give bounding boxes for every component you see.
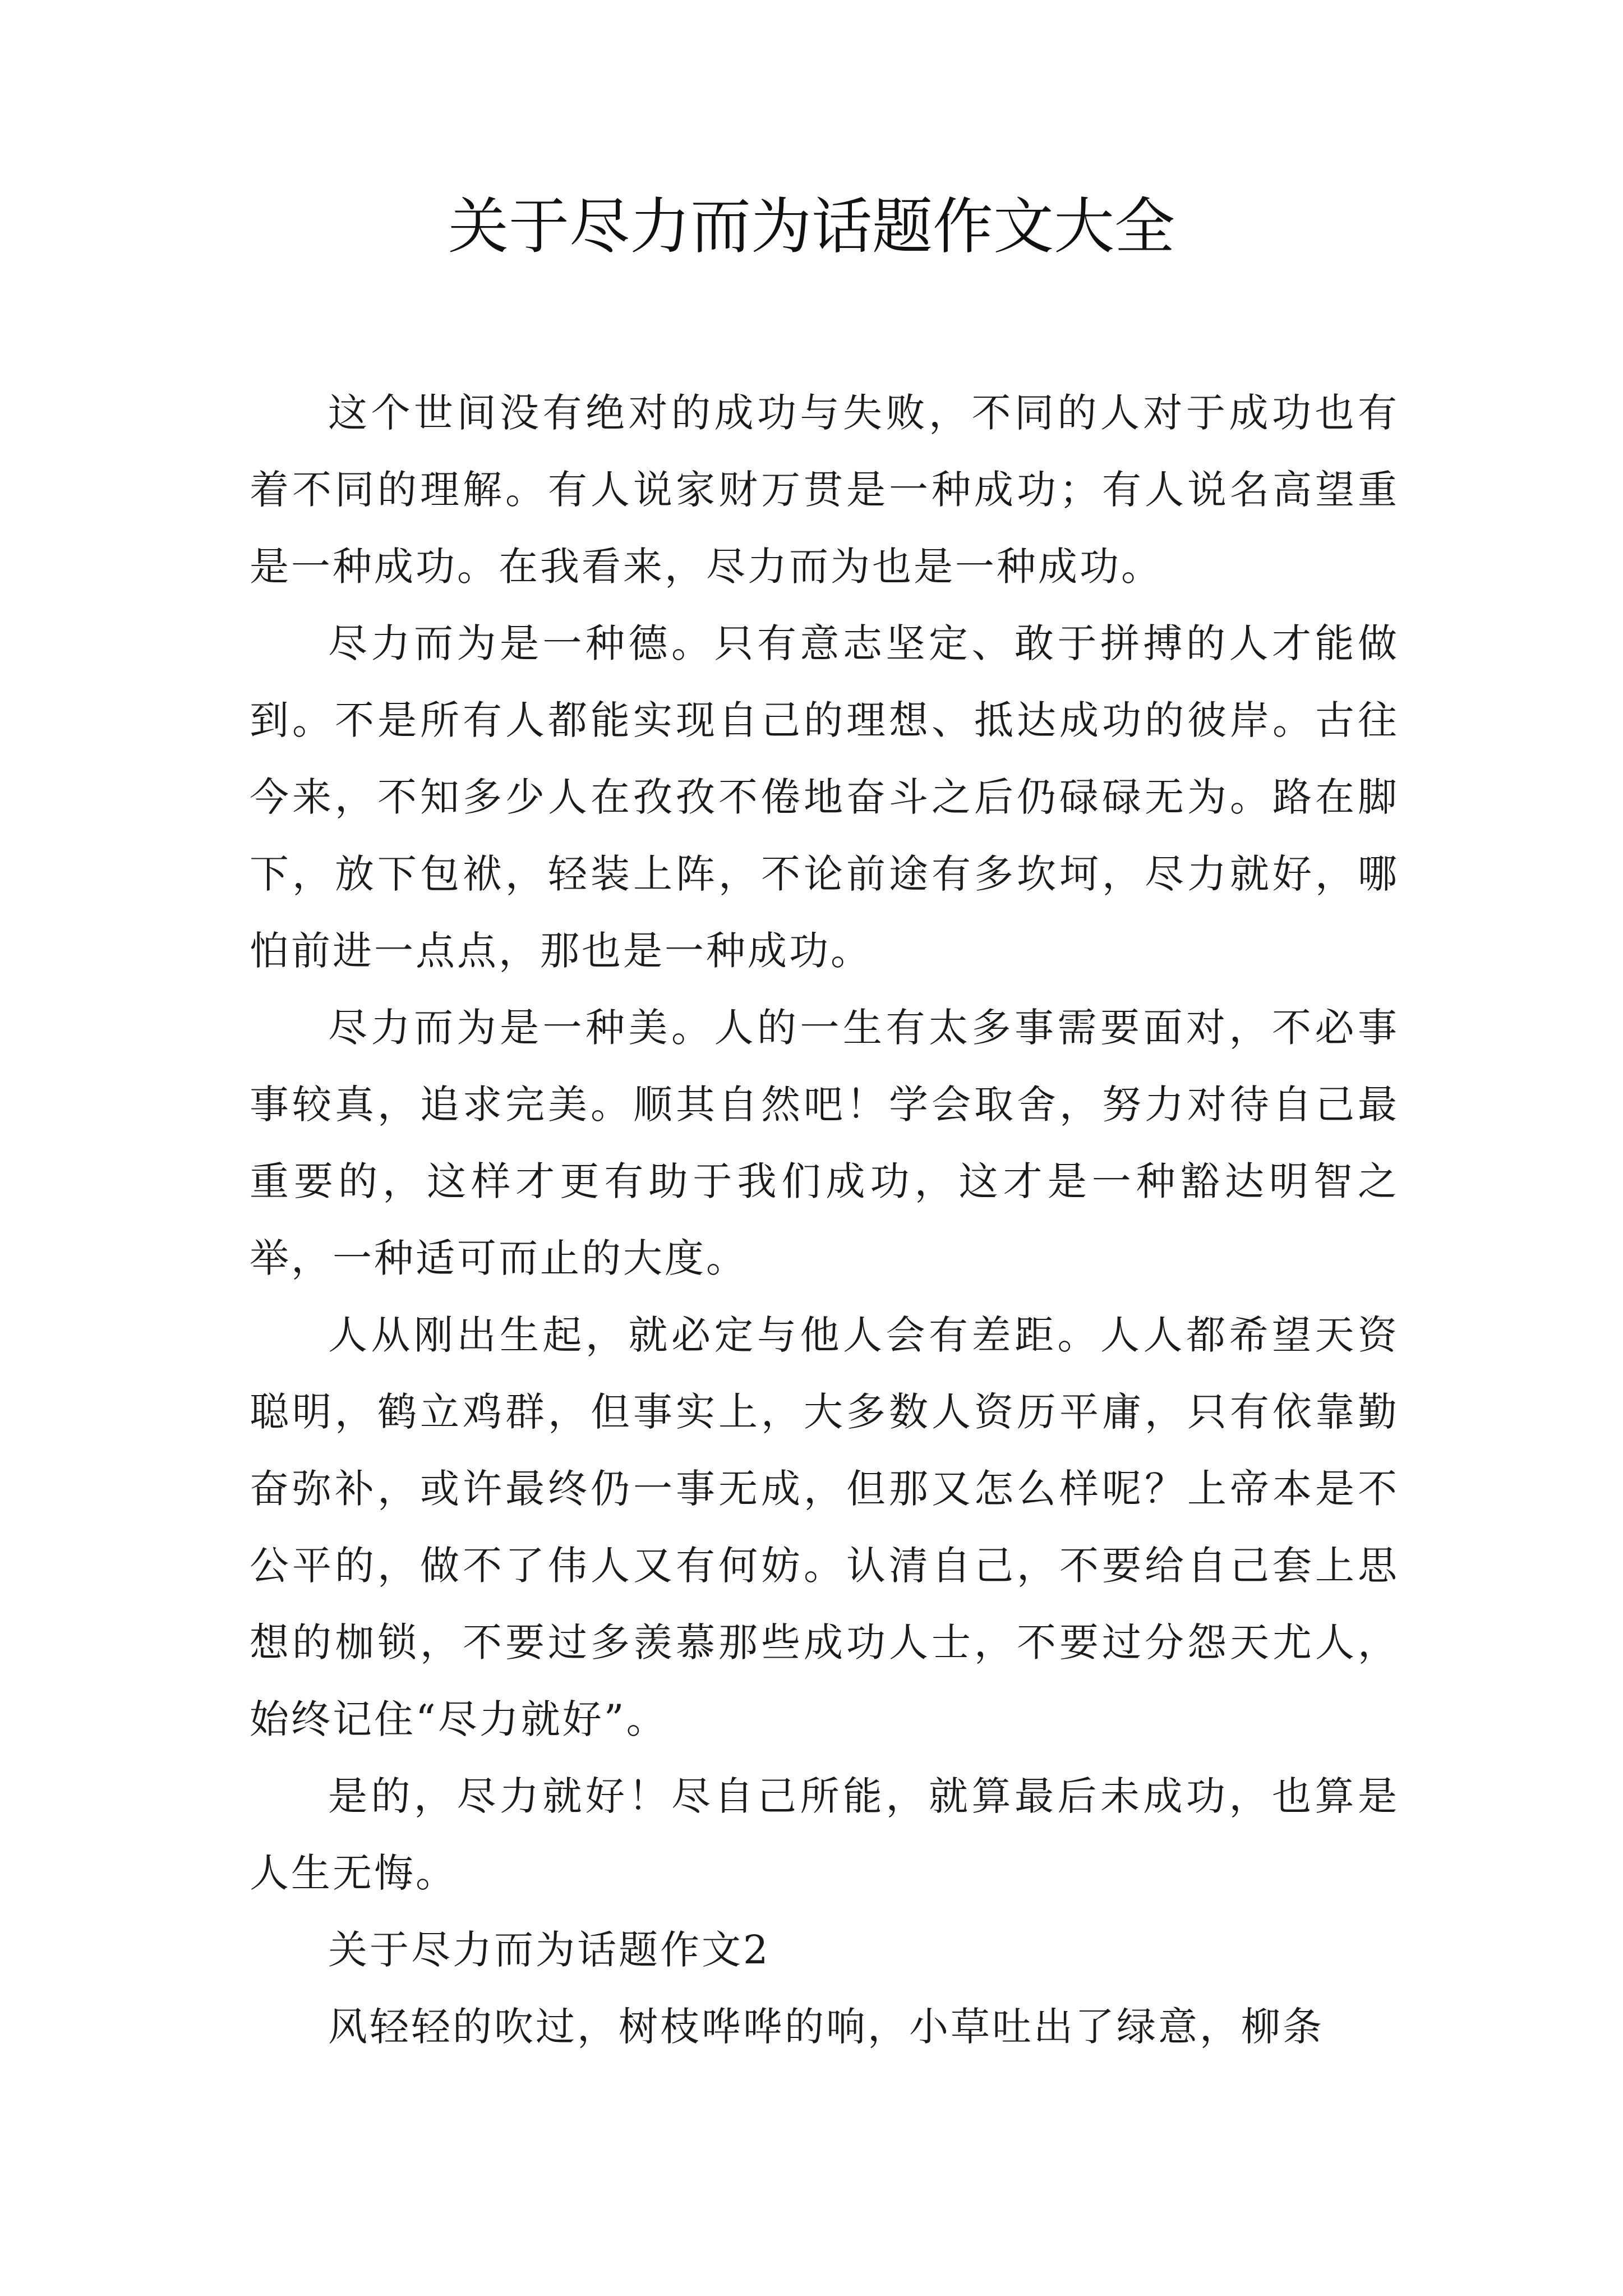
paragraph: 人从刚出生起，就必定与他人会有差距。人人都希望天资聪明，鹤立鸡群，但事实上，大多数人资历平庸，只有依靠勤奋弥补，或许最终仍一事无成，但那又怎么样呢？上帝本是不公平的，做不了伟人又有何妨。认清自己，不要给自己套上思想的枷锁，不要过多羡慕那些成功人士，不要过分怨天尤人，始终记住“尽力就好”。	[250, 1312, 1399, 1742]
section-heading: 关于尽力而为话题作文2	[328, 1927, 771, 1973]
paragraph: 风轻轻的吹过，树枝哗哗的响，小草吐出了绿意，柳条	[328, 2004, 1324, 2050]
document-title: 关于尽力而为话题作文大全	[448, 192, 1175, 262]
document-body	[250, 375, 1399, 2065]
paragraph: 是的，尽力就好！尽自己所能，就算最后未成功，也算是人生无悔。	[250, 1773, 1399, 1896]
paragraph: 尽力而为是一种美。人的一生有太多事需要面对，不必事事较真，追求完美。顺其自然吧！学会取舍，努力对待自己最重要的，这样才更有助于我们成功，这才是一种豁达明智之举，一种适可而止的大度。	[250, 1005, 1399, 1281]
paragraph: 这个世间没有绝对的成功与失败，不同的人对于成功也有着不同的理解。有人说家财万贯是一种成功；有人说名高望重是一种成功。在我看来，尽力而为也是一种成功。	[250, 390, 1399, 590]
paragraph: 尽力而为是一种德。只有意志坚定、敢于拼搏的人才能做到。不是所有人都能实现自己的理想、抵达成功的彼岸。古往今来，不知多少人在孜孜不倦地奋斗之后仍碌碌无为。路在脚下，放下包袱，轻装上阵，不论前途有多坎坷，尽力就好，哪怕前进一点点，那也是一种成功。	[250, 620, 1399, 974]
